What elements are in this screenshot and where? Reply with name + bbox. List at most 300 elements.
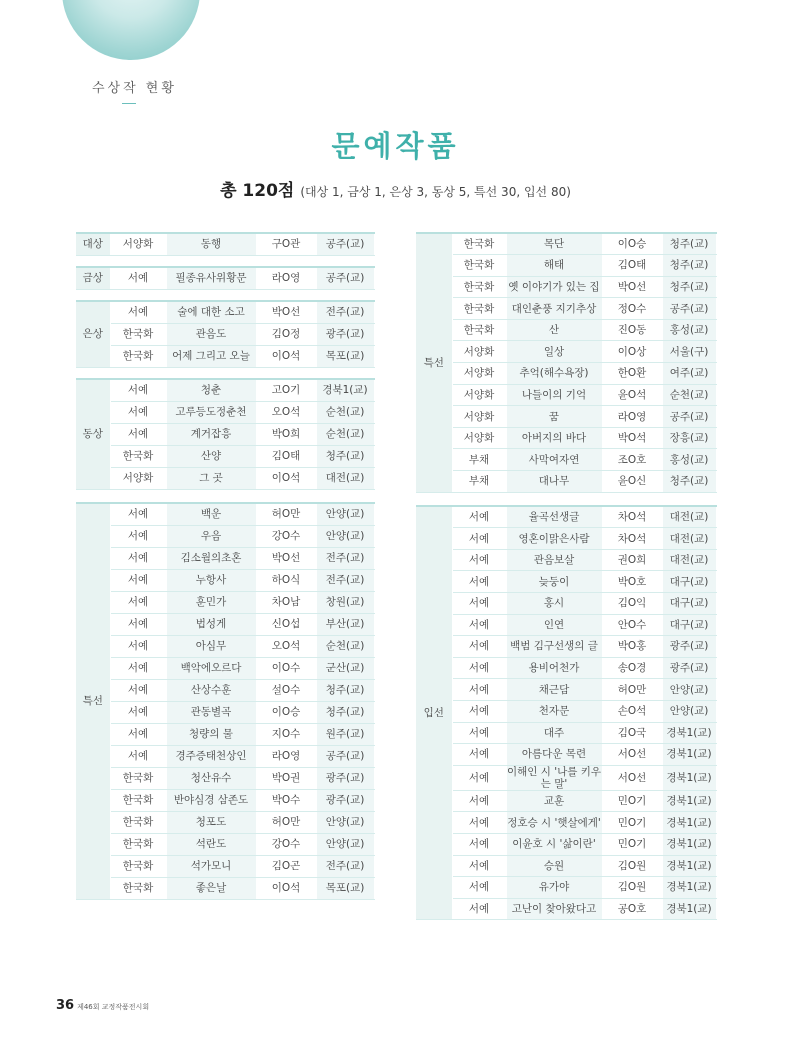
institution: 대전(교)	[662, 506, 716, 528]
genre: 서예	[452, 657, 506, 679]
genre: 서예	[452, 700, 506, 722]
institution: 대구(교)	[662, 593, 716, 615]
section-label: 수상작 현황	[92, 81, 177, 96]
artist-name: 라O영	[256, 745, 316, 767]
genre: 서예	[110, 547, 166, 569]
table-row	[76, 423, 374, 445]
artist-name: 허O만	[602, 679, 662, 701]
genre: 한국화	[110, 833, 166, 855]
table-row	[76, 503, 374, 525]
artist-name: 권O희	[602, 549, 662, 571]
work-title: 백악에오르다	[166, 657, 256, 679]
award-breakdown: (대상 1, 금상 1, 은상 3, 동상 5, 특선 30, 입선 80)	[300, 185, 571, 199]
work-title: 관음도	[166, 323, 256, 345]
genre: 한국화	[110, 767, 166, 789]
table-row	[416, 384, 716, 406]
work-title: 어제 그리고 오늘	[166, 345, 256, 367]
artist-name: 이O수	[256, 657, 316, 679]
table-row	[416, 549, 716, 571]
table-row	[416, 833, 716, 855]
table-row	[76, 591, 374, 613]
table-row	[76, 657, 374, 679]
artist-name: 민O기	[602, 790, 662, 812]
table-row	[416, 506, 716, 528]
institution: 공주(교)	[316, 233, 374, 255]
institution: 청주(교)	[316, 701, 374, 723]
work-title: 청량의 물	[166, 723, 256, 745]
genre: 서예	[110, 423, 166, 445]
award-category: 동상	[76, 379, 110, 489]
genre: 서예	[110, 569, 166, 591]
institution: 청주(교)	[316, 679, 374, 701]
work-title: 누항사	[166, 569, 256, 591]
artist-name: 조O호	[602, 449, 662, 471]
genre: 서예	[452, 636, 506, 658]
genre: 서양화	[452, 427, 506, 449]
genre: 서예	[110, 301, 166, 323]
genre: 서예	[452, 679, 506, 701]
table-row	[416, 341, 716, 363]
genre: 한국화	[110, 323, 166, 345]
work-title: 추억(해수욕장)	[506, 363, 602, 385]
genre: 서예	[110, 503, 166, 525]
institution: 전주(교)	[316, 855, 374, 877]
genre: 서예	[110, 745, 166, 767]
work-title: 늦둥이	[506, 571, 602, 593]
table-row	[416, 471, 716, 493]
work-title: 아름다운 목련	[506, 744, 602, 766]
work-title: 훈민가	[166, 591, 256, 613]
institution: 대전(교)	[662, 549, 716, 571]
table-row	[416, 276, 716, 298]
total-count: 총 120점	[220, 181, 295, 201]
group-gap	[76, 489, 374, 503]
artist-name: 윤O석	[602, 384, 662, 406]
artist-name: 이O석	[256, 877, 316, 899]
genre: 서예	[110, 701, 166, 723]
table-row	[76, 855, 374, 877]
institution: 광주(교)	[662, 657, 716, 679]
table-row	[76, 811, 374, 833]
artist-name: 공O호	[602, 898, 662, 920]
work-title: 천자문	[506, 700, 602, 722]
institution: 광주(교)	[316, 767, 374, 789]
artist-name: 고O기	[256, 379, 316, 401]
genre: 서예	[110, 267, 166, 289]
institution: 대전(교)	[316, 467, 374, 489]
genre: 서양화	[110, 467, 166, 489]
work-title: 교훈	[506, 790, 602, 812]
genre: 서양화	[452, 406, 506, 428]
artist-name: 민O기	[602, 833, 662, 855]
genre: 한국화	[452, 276, 506, 298]
table-row	[416, 636, 716, 658]
institution: 공주(교)	[662, 298, 716, 320]
work-title: 이윤호 시 '삶이란'	[506, 833, 602, 855]
genre: 서예	[110, 679, 166, 701]
genre: 한국화	[110, 445, 166, 467]
institution: 홍성(교)	[662, 449, 716, 471]
artist-name: 이O상	[602, 341, 662, 363]
genre: 서예	[110, 613, 166, 635]
award-category: 은상	[76, 301, 110, 367]
institution: 경북1(교)	[662, 877, 716, 899]
work-title: 산상수훈	[166, 679, 256, 701]
genre: 한국화	[452, 233, 506, 255]
work-title: 일상	[506, 341, 602, 363]
group-gap	[76, 367, 374, 379]
table-row	[416, 790, 716, 812]
work-title: 경주증태천상인	[166, 745, 256, 767]
work-title: 필종유사위황문	[166, 267, 256, 289]
artist-name: 라O영	[256, 267, 316, 289]
table-row	[76, 547, 374, 569]
table-row	[76, 877, 374, 899]
table-row	[416, 855, 716, 877]
artist-name: 박O수	[256, 789, 316, 811]
genre: 서예	[110, 401, 166, 423]
table-row	[416, 614, 716, 636]
institution: 순천(교)	[662, 384, 716, 406]
institution: 전주(교)	[316, 301, 374, 323]
institution: 부산(교)	[316, 613, 374, 635]
genre: 부채	[452, 449, 506, 471]
institution: 경북1(교)	[662, 722, 716, 744]
artist-name: 구O관	[256, 233, 316, 255]
page-footer	[56, 994, 149, 1013]
work-title: 승원	[506, 855, 602, 877]
group-gap	[76, 289, 374, 301]
genre: 서예	[452, 898, 506, 920]
artist-name: 신O섭	[256, 613, 316, 635]
genre: 한국화	[110, 811, 166, 833]
artist-name: 설O수	[256, 679, 316, 701]
institution: 창원(교)	[316, 591, 374, 613]
work-title: 옛 이야기가 있는 집	[506, 276, 602, 298]
genre: 서양화	[452, 341, 506, 363]
institution: 안양(교)	[662, 700, 716, 722]
genre: 서예	[110, 723, 166, 745]
institution: 청주(교)	[662, 276, 716, 298]
work-title: 이해인 시 '나를 키우는 말'	[506, 765, 602, 790]
genre: 서예	[110, 591, 166, 613]
institution: 청주(교)	[662, 233, 716, 255]
institution: 장흥(교)	[662, 427, 716, 449]
work-title: 율곡선생글	[506, 506, 602, 528]
artist-name: 강O수	[256, 525, 316, 547]
artist-name: 송O경	[602, 657, 662, 679]
genre: 서예	[452, 506, 506, 528]
institution: 홍성(교)	[662, 319, 716, 341]
artist-name: 김O곤	[256, 855, 316, 877]
table-row	[416, 679, 716, 701]
work-title: 정호승 시 '햇살에게'	[506, 812, 602, 834]
institution: 군산(교)	[316, 657, 374, 679]
artist-name: 민O기	[602, 812, 662, 834]
institution: 경북1(교)	[662, 898, 716, 920]
work-title: 해태	[506, 255, 602, 277]
award-summary	[0, 176, 791, 201]
genre: 서예	[452, 833, 506, 855]
artist-name: 김O원	[602, 855, 662, 877]
work-title: 꿈	[506, 406, 602, 428]
work-title: 인연	[506, 614, 602, 636]
work-title: 법성게	[166, 613, 256, 635]
artist-name: 김O국	[602, 722, 662, 744]
table-row	[416, 571, 716, 593]
artist-name: 김O원	[602, 877, 662, 899]
work-title: 아심무	[166, 635, 256, 657]
table-row	[76, 679, 374, 701]
genre: 한국화	[452, 319, 506, 341]
work-title: 청춘	[166, 379, 256, 401]
institution: 청주(교)	[662, 471, 716, 493]
institution: 서울(구)	[662, 341, 716, 363]
work-title: 석가모니	[166, 855, 256, 877]
institution: 경북1(교)	[316, 379, 374, 401]
artist-name: 지O수	[256, 723, 316, 745]
work-title: 계거잡흥	[166, 423, 256, 445]
table-row	[76, 723, 374, 745]
table-row	[416, 700, 716, 722]
artist-name: 이O석	[256, 467, 316, 489]
artist-name: 박O호	[602, 571, 662, 593]
table-row	[76, 833, 374, 855]
institution: 여주(교)	[662, 363, 716, 385]
award-category: 대상	[76, 233, 110, 255]
artist-name: 서O선	[602, 765, 662, 790]
artist-name: 김O정	[256, 323, 316, 345]
artist-name: 박O홍	[602, 636, 662, 658]
institution: 순천(교)	[316, 423, 374, 445]
table-row	[76, 701, 374, 723]
artist-name: 이O승	[256, 701, 316, 723]
artist-name: 차O석	[602, 528, 662, 550]
artist-name: 김O태	[602, 255, 662, 277]
table-row	[76, 267, 374, 289]
institution: 광주(교)	[316, 789, 374, 811]
genre: 서예	[110, 635, 166, 657]
table-row	[416, 233, 716, 255]
award-category: 입선	[416, 506, 452, 920]
artist-name: 윤O신	[602, 471, 662, 493]
section-underline	[122, 103, 136, 104]
award-category: 특선	[416, 233, 452, 492]
artist-name: 한O환	[602, 363, 662, 385]
table-row	[76, 233, 374, 255]
table-row	[76, 745, 374, 767]
table-row	[76, 525, 374, 547]
table-row	[76, 467, 374, 489]
genre: 서예	[452, 571, 506, 593]
institution: 순천(교)	[316, 401, 374, 423]
awards-table-left	[76, 232, 375, 900]
work-title: 청포도	[166, 811, 256, 833]
artist-name: 안O수	[602, 614, 662, 636]
work-title: 사막여자연	[506, 449, 602, 471]
artist-name: 강O수	[256, 833, 316, 855]
artist-name: 정O수	[602, 298, 662, 320]
institution: 전주(교)	[316, 569, 374, 591]
table-row	[416, 877, 716, 899]
table-row	[416, 657, 716, 679]
table-row	[76, 379, 374, 401]
artist-name: 라O영	[602, 406, 662, 428]
work-title: 백범 김구선생의 글	[506, 636, 602, 658]
table-row	[76, 767, 374, 789]
artist-name: 박O희	[256, 423, 316, 445]
genre: 부채	[452, 471, 506, 493]
work-title: 그 곳	[166, 467, 256, 489]
table-row	[416, 298, 716, 320]
work-title: 채근담	[506, 679, 602, 701]
genre: 서예	[452, 765, 506, 790]
table-row	[76, 445, 374, 467]
table-row	[76, 635, 374, 657]
group-gap	[416, 492, 716, 506]
work-title: 반야심경 삼존도	[166, 789, 256, 811]
genre: 한국화	[110, 789, 166, 811]
award-category: 금상	[76, 267, 110, 289]
table-row	[76, 613, 374, 635]
table-row	[416, 363, 716, 385]
institution: 경북1(교)	[662, 744, 716, 766]
institution: 청주(교)	[662, 255, 716, 277]
artist-name: 차O남	[256, 591, 316, 613]
work-title: 산양	[166, 445, 256, 467]
genre: 서양화	[110, 233, 166, 255]
genre: 서예	[110, 525, 166, 547]
decorative-lotus-circle	[62, 0, 200, 60]
work-title: 청산유수	[166, 767, 256, 789]
institution: 광주(교)	[316, 323, 374, 345]
work-title: 고루등도정춘천	[166, 401, 256, 423]
work-title: 나들이의 기억	[506, 384, 602, 406]
artist-name: 허O만	[256, 503, 316, 525]
work-title: 대주	[506, 722, 602, 744]
work-title: 고난이 찾아왔다고	[506, 898, 602, 920]
genre: 서예	[452, 722, 506, 744]
genre: 서예	[110, 657, 166, 679]
table-row	[416, 898, 716, 920]
page-title: 문예작품	[331, 129, 460, 163]
work-title: 우음	[166, 525, 256, 547]
table-row	[76, 401, 374, 423]
genre: 서예	[452, 614, 506, 636]
table-row	[416, 593, 716, 615]
artist-name: 허O만	[256, 811, 316, 833]
awards-table-right	[416, 232, 717, 920]
artist-name: 박O선	[256, 547, 316, 569]
institution: 경북1(교)	[662, 765, 716, 790]
work-title: 동행	[166, 233, 256, 255]
table-row	[76, 789, 374, 811]
institution: 경북1(교)	[662, 790, 716, 812]
institution: 공주(교)	[662, 406, 716, 428]
work-title: 좋은날	[166, 877, 256, 899]
institution: 대전(교)	[662, 528, 716, 550]
work-title: 홍시	[506, 593, 602, 615]
institution: 경북1(교)	[662, 812, 716, 834]
work-title: 아버지의 바다	[506, 427, 602, 449]
work-title: 유가야	[506, 877, 602, 899]
artist-name: 김O익	[602, 593, 662, 615]
work-title: 석란도	[166, 833, 256, 855]
work-title: 백운	[166, 503, 256, 525]
page-number: 36	[56, 998, 75, 1013]
artist-name: 서O선	[602, 744, 662, 766]
artist-name: 진O동	[602, 319, 662, 341]
group-gap	[76, 255, 374, 267]
genre: 서양화	[452, 384, 506, 406]
institution: 목포(교)	[316, 345, 374, 367]
institution: 청주(교)	[316, 445, 374, 467]
artist-name: 이O석	[256, 345, 316, 367]
institution: 경북1(교)	[662, 833, 716, 855]
genre: 서예	[110, 379, 166, 401]
work-title: 영혼이맑은사람	[506, 528, 602, 550]
institution: 대구(교)	[662, 614, 716, 636]
institution: 안양(교)	[316, 811, 374, 833]
institution: 대구(교)	[662, 571, 716, 593]
table-row	[416, 765, 716, 790]
table-row	[76, 301, 374, 323]
artist-name: 박O선	[256, 301, 316, 323]
artist-name: 차O석	[602, 506, 662, 528]
genre: 한국화	[110, 345, 166, 367]
institution: 경북1(교)	[662, 855, 716, 877]
artist-name: 오O석	[256, 401, 316, 423]
genre: 서예	[452, 877, 506, 899]
institution: 원주(교)	[316, 723, 374, 745]
table-row	[416, 722, 716, 744]
institution: 안양(교)	[316, 503, 374, 525]
table-row	[416, 812, 716, 834]
table-row	[416, 449, 716, 471]
genre: 한국화	[110, 877, 166, 899]
genre: 한국화	[452, 255, 506, 277]
work-title: 산	[506, 319, 602, 341]
table-row	[416, 406, 716, 428]
table-row	[416, 744, 716, 766]
institution: 안양(교)	[316, 833, 374, 855]
genre: 서예	[452, 528, 506, 550]
work-title: 목단	[506, 233, 602, 255]
table-row	[76, 569, 374, 591]
artist-name: 박O권	[256, 767, 316, 789]
artist-name: 이O승	[602, 233, 662, 255]
work-title: 대인춘풍 지기추상	[506, 298, 602, 320]
artist-name: 박O선	[602, 276, 662, 298]
table-row	[76, 323, 374, 345]
table-row	[416, 255, 716, 277]
genre: 서예	[452, 812, 506, 834]
work-title: 김소월의초혼	[166, 547, 256, 569]
institution: 순천(교)	[316, 635, 374, 657]
genre: 서예	[452, 790, 506, 812]
work-title: 술에 대한 소고	[166, 301, 256, 323]
genre: 한국화	[452, 298, 506, 320]
work-title: 관동별곡	[166, 701, 256, 723]
work-title: 대나무	[506, 471, 602, 493]
genre: 서예	[452, 593, 506, 615]
artist-name: 김O태	[256, 445, 316, 467]
work-title: 용비어천가	[506, 657, 602, 679]
artist-name: 박O석	[602, 427, 662, 449]
genre: 서양화	[452, 363, 506, 385]
artist-name: 오O석	[256, 635, 316, 657]
work-title: 관음보살	[506, 549, 602, 571]
